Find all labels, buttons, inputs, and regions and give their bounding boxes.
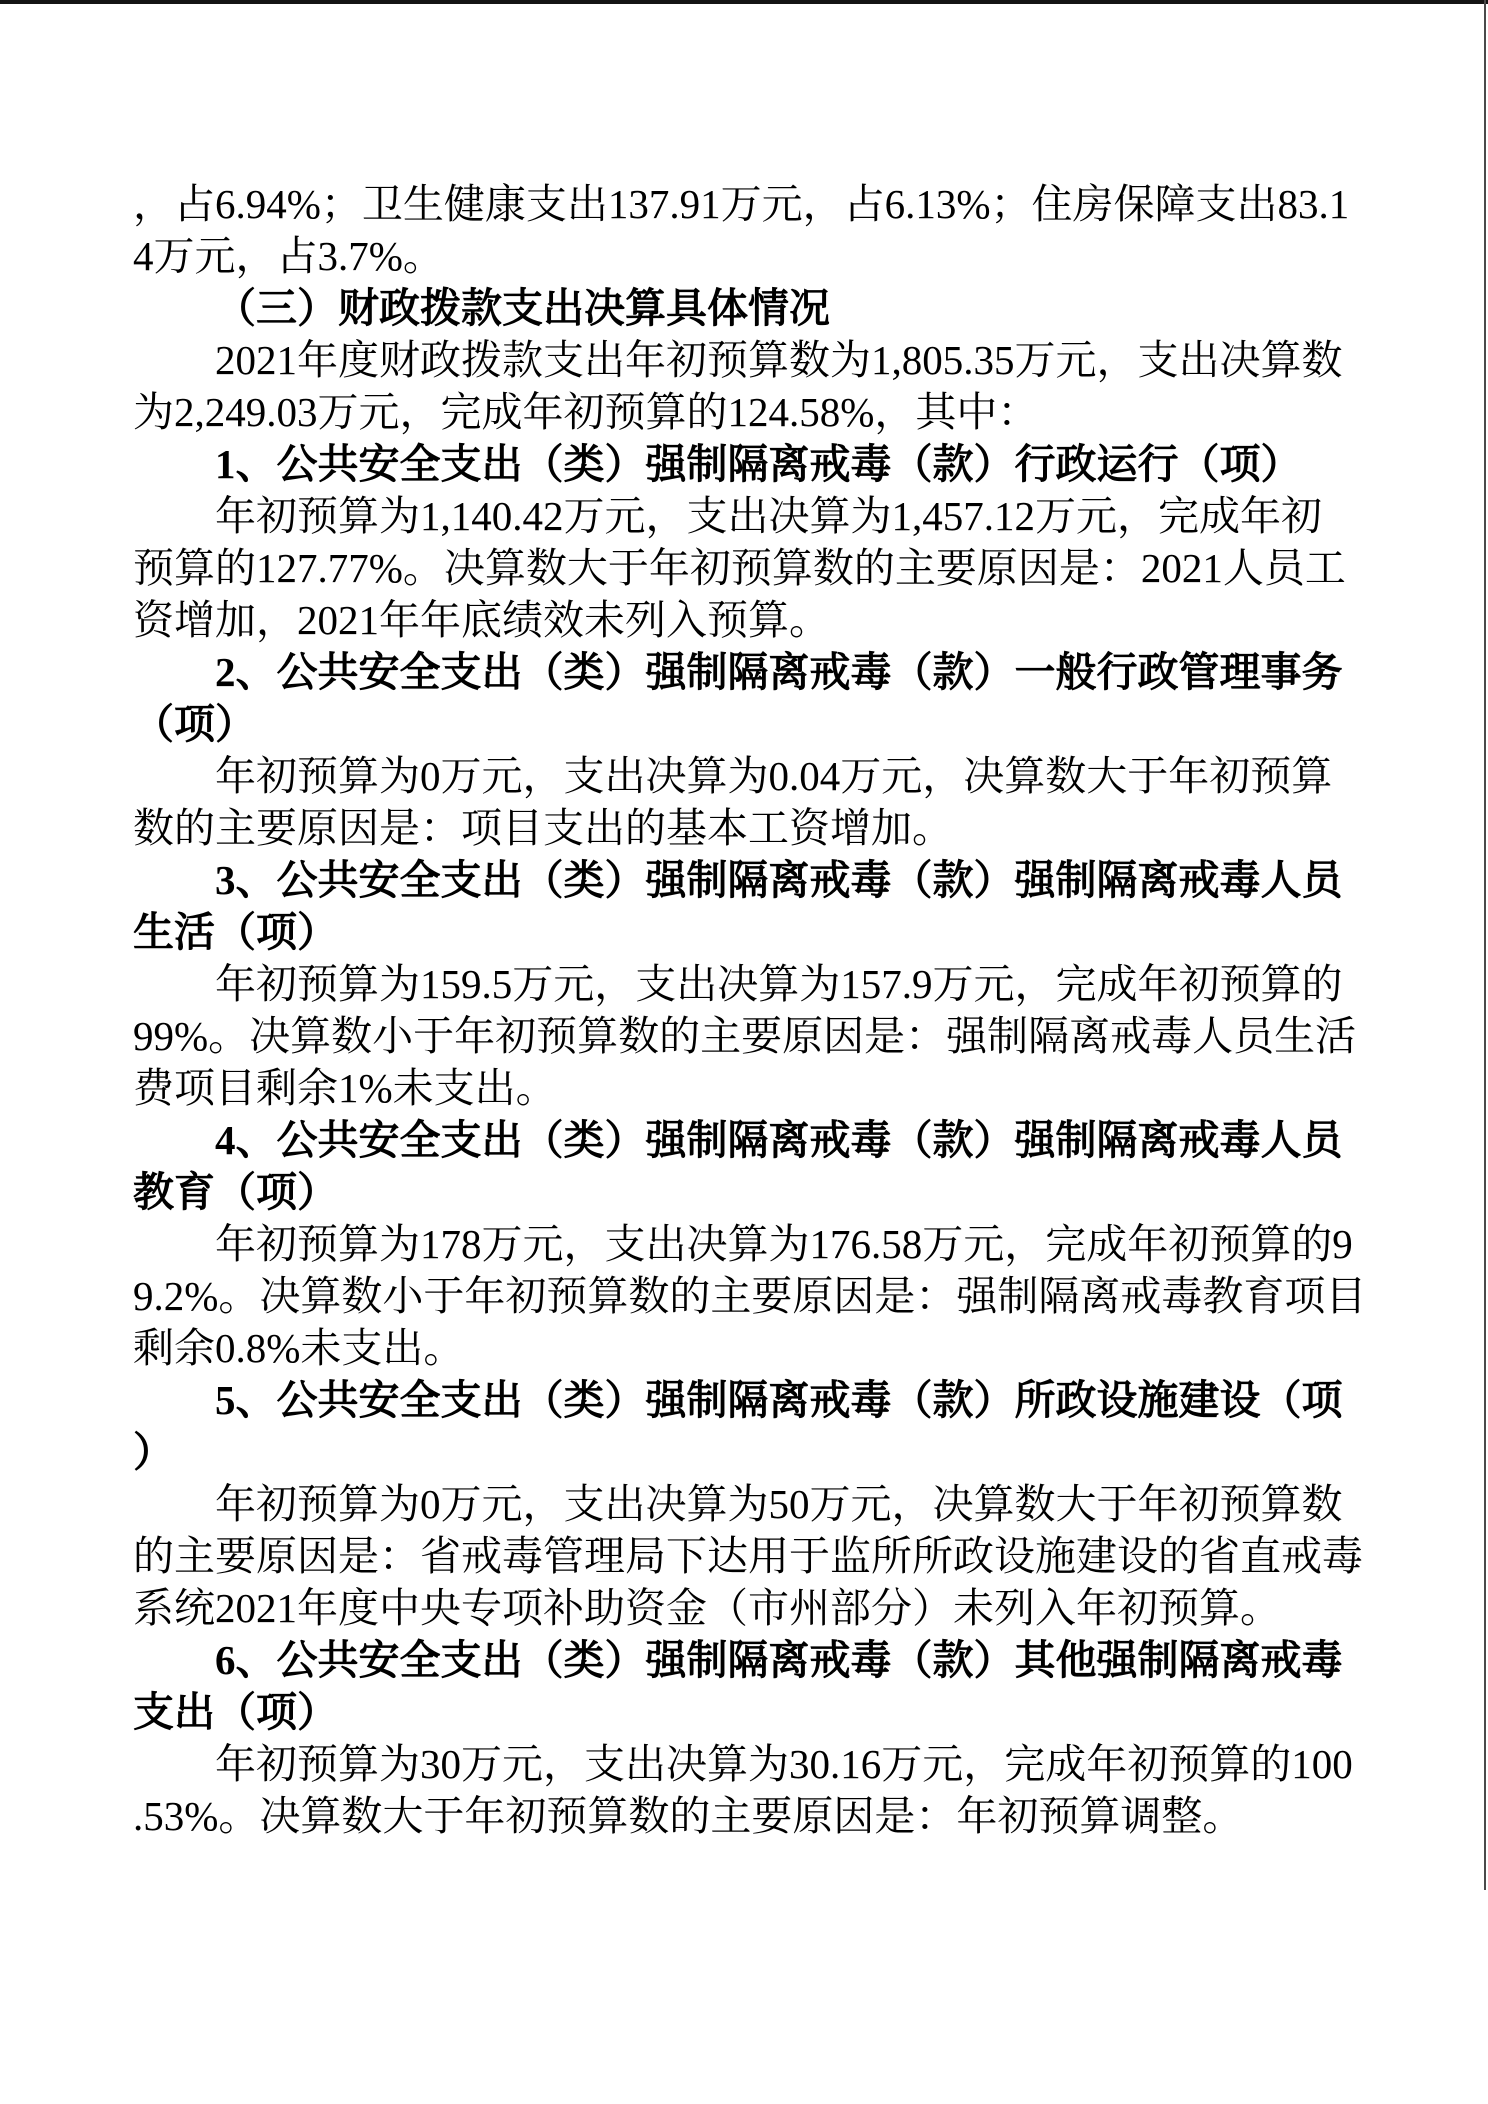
section-heading: （三）财政拨款支出决算具体情况 <box>215 285 830 331</box>
item-heading-line: 3、公共安全支出（类）强制隔离戒毒（款）强制隔离戒毒人员 <box>215 857 1343 903</box>
paragraph-line: ，占6.94%；卫生健康支出137.91万元，占6.13%；住房保障支出83.1 <box>133 181 1350 227</box>
paragraph-line: 费项目剩余1%未支出。 <box>133 1065 557 1111</box>
paragraph-line: 年初预算为178万元，支出决算为176.58万元，完成年初预算的9 <box>215 1221 1353 1267</box>
paragraph-line: 资增加，2021年年底绩效未列入预算。 <box>133 597 830 643</box>
paragraph-line: 剩余0.8%未支出。 <box>133 1325 465 1371</box>
item-heading-line: 生活（项） <box>133 909 338 955</box>
paragraph-line: 年初预算为0万元，支出决算为50万元，决算数大于年初预算数 <box>215 1481 1343 1527</box>
scan-artifact-top-bar <box>0 0 1488 4</box>
paragraph-line: 预算的127.77%。决算数大于年初预算数的主要原因是：2021人员工 <box>133 545 1346 591</box>
report-text-block <box>133 178 1365 1842</box>
item-heading-line: 4、公共安全支出（类）强制隔离戒毒（款）强制隔离戒毒人员 <box>215 1117 1343 1163</box>
paragraph-line: 4万元，占3.7%。 <box>133 233 444 279</box>
scan-artifact-right-line <box>1484 0 1486 1890</box>
item-heading-line: （项） <box>133 701 256 747</box>
item-heading-line: 教育（项） <box>133 1169 338 1215</box>
item-heading-line: 5、公共安全支出（类）强制隔离戒毒（款）所政设施建设（项 <box>215 1377 1343 1423</box>
paragraph-line: 系统2021年度中央专项补助资金（市州部分）未列入年初预算。 <box>133 1585 1281 1631</box>
paragraph-line: 年初预算为0万元，支出决算为0.04万元，决算数大于年初预算 <box>215 753 1333 799</box>
paragraph-line: 年初预算为1,140.42万元，支出决算为1,457.12万元，完成年初 <box>215 493 1322 539</box>
paragraph-line: 为2,249.03万元，完成年初预算的124.58%，其中： <box>133 389 1039 435</box>
paragraph-line: 99%。决算数小于年初预算数的主要原因是：强制隔离戒毒人员生活 <box>133 1013 1357 1059</box>
item-heading-line: 2、公共安全支出（类）强制隔离戒毒（款）一般行政管理事务 <box>215 649 1343 695</box>
item-heading-line: 1、公共安全支出（类）强制隔离戒毒（款）行政运行（项） <box>215 441 1302 487</box>
paragraph-line: 数的主要原因是：项目支出的基本工资增加。 <box>133 805 953 851</box>
paragraph-line: 2021年度财政拨款支出年初预算数为1,805.35万元，支出决算数 <box>215 337 1343 383</box>
paragraph-line: 9.2%。决算数小于年初预算数的主要原因是：强制隔离戒毒教育项目 <box>133 1273 1367 1319</box>
item-heading-line: ） <box>133 1429 174 1475</box>
paragraph-line: 的主要原因是：省戒毒管理局下达用于监所所政设施建设的省直戒毒 <box>133 1533 1363 1579</box>
item-heading-line: 6、公共安全支出（类）强制隔离戒毒（款）其他强制隔离戒毒 <box>215 1637 1343 1683</box>
paragraph-line: 年初预算为30万元，支出决算为30.16万元，完成年初预算的100 <box>215 1741 1353 1787</box>
item-heading-line: 支出（项） <box>133 1689 338 1735</box>
paragraph-line: .53%。决算数大于年初预算数的主要原因是：年初预算调整。 <box>133 1793 1244 1839</box>
paragraph-line: 年初预算为159.5万元，支出决算为157.9万元，完成年初预算的 <box>215 961 1343 1007</box>
